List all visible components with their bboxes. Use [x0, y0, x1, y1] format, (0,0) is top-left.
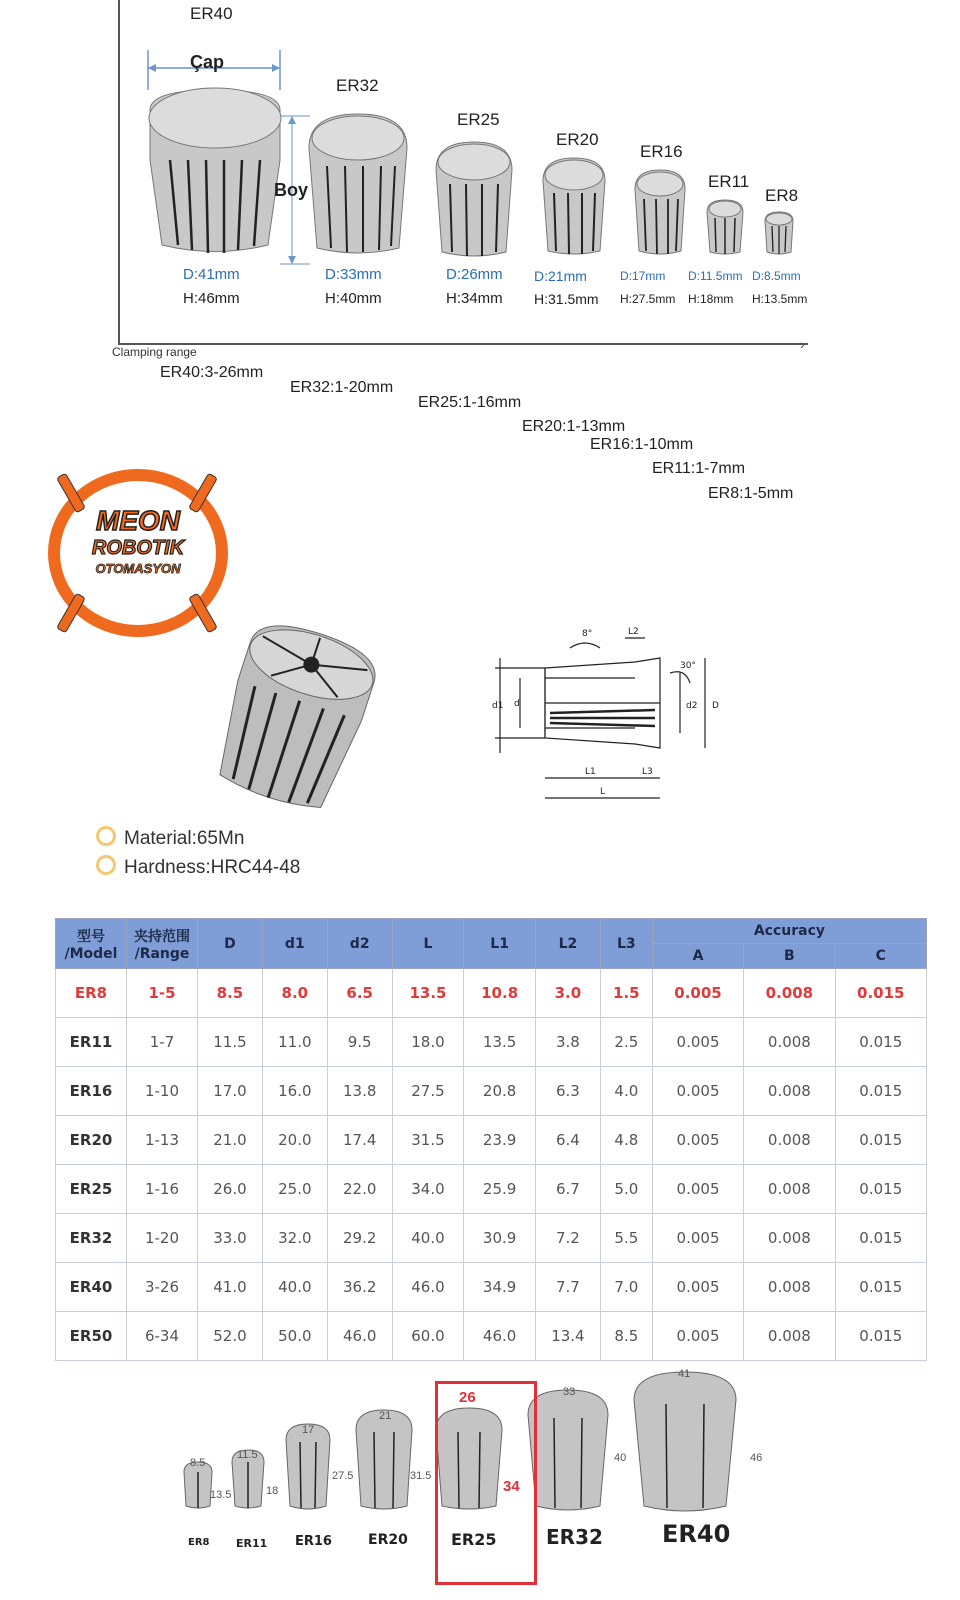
- overview-d-er25: D:26mm: [446, 266, 503, 283]
- table-row: [56, 1116, 927, 1165]
- bottom-h-er25: 34: [503, 1478, 520, 1495]
- clamping-range-title: Clamping range: [112, 345, 197, 359]
- overview-model-er25: ER25: [457, 110, 500, 129]
- table-cell-model: ER40: [56, 1263, 127, 1312]
- bottom-d-er16: 17: [302, 1424, 315, 1436]
- table-cell: 0.008: [744, 1312, 835, 1361]
- table-cell: 6.3: [535, 1067, 600, 1116]
- table-cell: 2.5: [600, 1018, 652, 1067]
- table-row: [56, 969, 927, 1018]
- drawing-label-d: d: [514, 699, 520, 709]
- table-cell: 25.0: [262, 1165, 327, 1214]
- table-cell: 16.0: [262, 1067, 327, 1116]
- table-cell: 13.4: [535, 1312, 600, 1361]
- overview-collet-er8: [763, 210, 795, 256]
- cap-label: Çap: [190, 52, 225, 72]
- table-cell: 0.015: [835, 1312, 926, 1361]
- table-cell: 1-13: [127, 1116, 198, 1165]
- bottom-collet-er40: [634, 1372, 736, 1511]
- overview-collet-er40: [140, 50, 310, 270]
- material-line: [96, 826, 244, 850]
- table-cell: 0.015: [835, 1214, 926, 1263]
- table-cell: 0.008: [744, 969, 835, 1018]
- table-cell: 0.008: [744, 1018, 835, 1067]
- drawing-label-30deg: 30°: [680, 661, 696, 671]
- table-cell: 32.0: [262, 1214, 327, 1263]
- table-cell: 1-16: [127, 1165, 198, 1214]
- table-cell: 0.008: [744, 1116, 835, 1165]
- table-cell-model: ER25: [56, 1165, 127, 1214]
- table-cell: 1-7: [127, 1018, 198, 1067]
- table-cell: 34.9: [464, 1263, 536, 1312]
- bottom-d-er8: 8.5: [190, 1457, 206, 1469]
- table-cell: 0.008: [744, 1067, 835, 1116]
- table-cell: 0.005: [652, 1165, 743, 1214]
- table-cell: 5.0: [600, 1165, 652, 1214]
- boy-label: Boy: [274, 180, 309, 200]
- logo-line-1: MEON: [96, 505, 180, 536]
- table-cell: 1-5: [127, 969, 198, 1018]
- table-cell: 0.015: [835, 1018, 926, 1067]
- overview-h-er32: H:40mm: [325, 290, 382, 307]
- bottom-collet-er32: [528, 1390, 608, 1510]
- table-cell: 17.4: [327, 1116, 392, 1165]
- drawing-label-L3: L3: [642, 767, 653, 777]
- clamping-er8: ER8:1-5mm: [708, 485, 794, 502]
- table-cell: 6.5: [327, 969, 392, 1018]
- header-d1: d1: [262, 919, 327, 969]
- bottom-d-er32: 33: [563, 1386, 576, 1398]
- header-L1: L1: [464, 919, 536, 969]
- bottom-d-er20: 21: [379, 1410, 392, 1422]
- logo-line-2: ROBOTIK: [91, 537, 185, 559]
- header-d2: d2: [327, 919, 392, 969]
- bottom-model-er25: ER25: [451, 1530, 497, 1549]
- table-cell: 0.008: [744, 1214, 835, 1263]
- table-cell: 34.0: [392, 1165, 464, 1214]
- overview-model-er40: ER40: [190, 4, 233, 23]
- table-cell: 33.0: [198, 1214, 263, 1263]
- table-cell-model: ER32: [56, 1214, 127, 1263]
- header-acc-C: C: [835, 944, 926, 969]
- drawing-label-d2: d2: [686, 701, 698, 711]
- table-cell: 27.5: [392, 1067, 464, 1116]
- bottom-d-er11: 11.5: [237, 1449, 258, 1461]
- header-range: 夹持范围 /Range: [127, 919, 198, 969]
- table-cell: 36.2: [327, 1263, 392, 1312]
- product-collet-photo: [200, 620, 390, 810]
- bottom-h-er40: 46: [750, 1452, 763, 1464]
- bottom-model-er16: ER16: [295, 1534, 332, 1549]
- overview-h-er25: H:34mm: [446, 290, 503, 307]
- bullet-icon: [96, 826, 116, 846]
- table-cell: 6.7: [535, 1165, 600, 1214]
- overview-d-er8: D:8.5mm: [752, 269, 801, 283]
- drawing-label-L2: L2: [628, 627, 639, 637]
- bottom-d-er25: 26: [459, 1389, 476, 1406]
- table-cell: 1-10: [127, 1067, 198, 1116]
- table-row: [56, 1018, 927, 1067]
- table-cell: 13.8: [327, 1067, 392, 1116]
- overview-model-er8: ER8: [765, 186, 799, 205]
- table-cell: 26.0: [198, 1165, 263, 1214]
- overview-collet-er32: [305, 108, 411, 258]
- table-cell: 25.9: [464, 1165, 536, 1214]
- table-cell-model: ER50: [56, 1312, 127, 1361]
- table-cell: 0.005: [652, 1067, 743, 1116]
- bottom-model-er20: ER20: [368, 1532, 408, 1548]
- overview-h-er16: H:27.5mm: [620, 292, 676, 306]
- table-cell: 50.0: [262, 1312, 327, 1361]
- clamping-er25: ER25:1-16mm: [418, 394, 522, 411]
- highlight-box-er25: [435, 1381, 537, 1585]
- overview-d-er16: D:17mm: [620, 269, 666, 283]
- table-cell: 0.015: [835, 1067, 926, 1116]
- bottom-h-er16: 27.5: [332, 1470, 354, 1482]
- bottom-model-er11: ER11: [236, 1537, 268, 1550]
- table-cell: 20.8: [464, 1067, 536, 1116]
- drawing-label-D: D: [712, 701, 719, 711]
- overview-d-er40: D:41mm: [183, 266, 240, 283]
- table-row: [56, 1214, 927, 1263]
- table-cell: 18.0: [392, 1018, 464, 1067]
- table-cell: 8.5: [600, 1312, 652, 1361]
- table-cell: 21.0: [198, 1116, 263, 1165]
- overview-collet-er16: [632, 167, 688, 257]
- overview-model-er32: ER32: [336, 76, 379, 95]
- table-cell: 0.005: [652, 1312, 743, 1361]
- overview-axis-horizontal: [118, 343, 808, 345]
- overview-h-er8: H:13.5mm: [752, 292, 808, 306]
- table-cell: 0.015: [835, 1263, 926, 1312]
- table-cell: 23.9: [464, 1116, 536, 1165]
- overview-d-er11: D:11.5mm: [688, 269, 743, 283]
- table-cell: 0.008: [744, 1165, 835, 1214]
- overview-axis-vertical: [118, 0, 120, 345]
- bottom-model-er32: ER32: [546, 1525, 603, 1549]
- overview-h-er20: H:31.5mm: [534, 291, 599, 307]
- table-cell: 30.9: [464, 1214, 536, 1263]
- overview-d-er20: D:21mm: [534, 268, 587, 284]
- overview-model-er16: ER16: [640, 142, 683, 161]
- table-cell: 41.0: [198, 1263, 263, 1312]
- table-cell: 0.005: [652, 1116, 743, 1165]
- table-row: [56, 1067, 927, 1116]
- overview-d-er32: D:33mm: [325, 266, 382, 283]
- clamping-er20: ER20:1-13mm: [522, 418, 626, 435]
- table-cell: 0.005: [652, 1214, 743, 1263]
- table-cell: 10.8: [464, 969, 536, 1018]
- drawing-label-L: L: [600, 787, 606, 797]
- table-cell: 46.0: [392, 1263, 464, 1312]
- table-cell-model: ER8: [56, 969, 127, 1018]
- table-cell: 7.0: [600, 1263, 652, 1312]
- header-model: 型号 /Model: [56, 919, 127, 969]
- table-cell: 3-26: [127, 1263, 198, 1312]
- overview-h-er40: H:46mm: [183, 290, 240, 307]
- header-L3: L3: [600, 919, 652, 969]
- logo-line-3: OTOMASYON: [95, 561, 181, 576]
- table-cell: 1-20: [127, 1214, 198, 1263]
- table-cell: 0.005: [652, 1263, 743, 1312]
- clamping-er32: ER32:1-20mm: [290, 379, 394, 396]
- table-cell: 8.0: [262, 969, 327, 1018]
- table-cell: 11.5: [198, 1018, 263, 1067]
- bottom-collet-er20: [356, 1410, 412, 1509]
- material-text: Material:65Mn: [124, 828, 245, 849]
- header-D: D: [198, 919, 263, 969]
- table-cell: 0.015: [835, 1116, 926, 1165]
- clamping-er40: ER40:3-26mm: [160, 364, 264, 381]
- bottom-h-er32: 40: [614, 1452, 627, 1464]
- table-cell: 6-34: [127, 1312, 198, 1361]
- clamping-er16: ER16:1-10mm: [590, 436, 694, 453]
- table-cell: 13.5: [392, 969, 464, 1018]
- bottom-h-er20: 31.5: [410, 1470, 432, 1482]
- drawing-label-8deg: 8°: [582, 629, 593, 639]
- drawing-label-L1: L1: [585, 767, 596, 777]
- drawing-label-d1: d1: [492, 701, 504, 711]
- header-acc-B: B: [744, 944, 835, 969]
- table-cell: 6.4: [535, 1116, 600, 1165]
- table-cell: 31.5: [392, 1116, 464, 1165]
- table-cell: 40.0: [262, 1263, 327, 1312]
- table-cell-model: ER20: [56, 1116, 127, 1165]
- hardness-line: [96, 855, 300, 879]
- table-row: [56, 1263, 927, 1312]
- bottom-h-er11: 18: [266, 1485, 279, 1497]
- bullet-icon: [96, 855, 116, 875]
- spec-table: [55, 918, 927, 1361]
- table-cell: 7.2: [535, 1214, 600, 1263]
- overview-collet-er25: [432, 138, 516, 260]
- table-cell: 29.2: [327, 1214, 392, 1263]
- table-cell: 8.5: [198, 969, 263, 1018]
- table-cell-model: ER16: [56, 1067, 127, 1116]
- table-cell: 46.0: [327, 1312, 392, 1361]
- table-cell: 22.0: [327, 1165, 392, 1214]
- technical-drawing: [490, 618, 730, 808]
- table-cell: 4.0: [600, 1067, 652, 1116]
- header-L2: L2: [535, 919, 600, 969]
- table-cell: 60.0: [392, 1312, 464, 1361]
- header-acc-A: A: [652, 944, 743, 969]
- table-cell: 20.0: [262, 1116, 327, 1165]
- table-cell: 52.0: [198, 1312, 263, 1361]
- table-cell: 0.005: [652, 969, 743, 1018]
- table-cell: 5.5: [600, 1214, 652, 1263]
- table-cell: 0.005: [652, 1018, 743, 1067]
- bottom-d-er40: 41: [678, 1368, 691, 1380]
- table-cell: 4.8: [600, 1116, 652, 1165]
- table-cell: 9.5: [327, 1018, 392, 1067]
- table-cell: 13.5: [464, 1018, 536, 1067]
- header-accuracy: Accuracy: [652, 919, 926, 944]
- bottom-h-er8: 13.5: [210, 1489, 232, 1501]
- table-cell: 40.0: [392, 1214, 464, 1263]
- bottom-collet-er16: [286, 1424, 330, 1509]
- overview-model-er11: ER11: [708, 172, 750, 191]
- table-cell: 1.5: [600, 969, 652, 1018]
- table-cell: 0.015: [835, 1165, 926, 1214]
- table-cell: 0.015: [835, 969, 926, 1018]
- header-L: L: [392, 919, 464, 969]
- table-cell: 3.0: [535, 969, 600, 1018]
- table-cell-model: ER11: [56, 1018, 127, 1067]
- overview-collet-er20: [540, 155, 608, 257]
- clamping-er11: ER11:1-7mm: [652, 460, 746, 477]
- bottom-model-er40: ER40: [662, 1520, 731, 1548]
- table-row: [56, 1165, 927, 1214]
- meon-robotik-logo: [48, 465, 228, 640]
- overview-model-er20: ER20: [556, 130, 599, 149]
- table-cell: 0.008: [744, 1263, 835, 1312]
- axis-arrow-icon: ›: [800, 336, 805, 352]
- overview-h-er11: H:18mm: [688, 292, 734, 306]
- table-cell: 17.0: [198, 1067, 263, 1116]
- table-cell: 3.8: [535, 1018, 600, 1067]
- table-cell: 11.0: [262, 1018, 327, 1067]
- hardness-text: Hardness:HRC44-48: [124, 857, 301, 878]
- table-row: [56, 1312, 927, 1361]
- table-cell: 7.7: [535, 1263, 600, 1312]
- table-cell: 46.0: [464, 1312, 536, 1361]
- overview-collet-er11: [705, 198, 745, 256]
- bottom-model-er8: ER8: [188, 1537, 210, 1548]
